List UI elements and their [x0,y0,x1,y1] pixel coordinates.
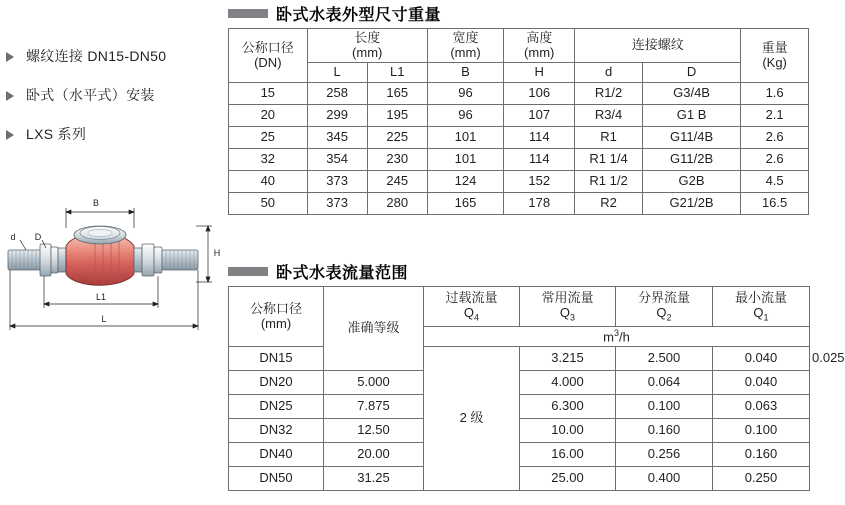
cell-q2: 0.040 [713,347,810,371]
table-row [229,193,809,215]
th-q1 [713,287,810,327]
th-sub-L: L [307,63,367,83]
cell-D: G11/4B [642,127,740,149]
cell-H: 107 [504,105,575,127]
cell-B: 101 [427,127,503,149]
cell-L1: 245 [367,171,427,193]
cell-q1: 0.063 [713,395,810,419]
th-q3-label: 常用流量 [541,289,594,305]
table-row [229,105,809,127]
cell-q3: 25.00 [520,467,616,491]
cell-q4: 31.25 [324,467,424,491]
dim-label-L: L [101,314,107,324]
cell-dn: 50 [229,193,308,215]
list-item [6,48,226,65]
table-subheader-row [229,63,809,83]
cell-q1: 0.040 [713,371,810,395]
th-q1-label: 最小流量 [734,289,787,305]
cell-kg: 2.6 [741,149,809,171]
cell-d: R1 1/2 [575,171,643,193]
triangle-bullet-icon [6,91,14,101]
triangle-bullet-icon [6,130,14,140]
cell-L1: 165 [367,83,427,105]
cell-q2: 0.160 [616,419,713,443]
section-2-header [228,258,408,284]
bullet-label: 螺纹连接 DN15-DN50 [26,48,167,64]
feature-bullet-list [6,48,226,164]
th-thread-label: 连接螺纹 [631,37,684,53]
cell-q4: 5.000 [324,371,424,395]
cell-B: 96 [427,83,503,105]
table-header-row [229,287,810,327]
cell-H: 152 [504,171,575,193]
table-row: DN15 2 级 3.215 2.500 0.040 0.025 [229,347,810,371]
cell-L: 354 [307,149,367,171]
th-accuracy-label: 准确等级 [347,320,400,336]
cell-q4: 7.875 [324,395,424,419]
table-row [229,127,809,149]
th-height-label: 高度 [526,29,553,45]
cell-B: 165 [427,193,503,215]
cell-B: 124 [427,171,503,193]
table-row [229,395,810,419]
th-q1-symbol: $Q_1$ [753,304,769,323]
cell-D: G2B [642,171,740,193]
cell-q2: 0.256 [616,443,713,467]
cell-q1: 0.100 [713,419,810,443]
th-weight-unit: (Kg) [762,54,787,70]
cell-q1: 0.160 [713,443,810,467]
cell-dn: 20 [229,105,308,127]
dim-label-H: H [213,248,221,258]
th-nominal [229,287,324,347]
cell-q3: 4.000 [520,371,616,395]
cell-L1: 280 [367,193,427,215]
triangle-bullet-icon [6,52,14,62]
th-sub-H: H [504,63,575,83]
th-q2-symbol: $Q_2$ [656,304,672,323]
th-nominal-unit: (DN) [254,54,282,70]
th-q3-symbol: $Q_3$ [559,304,576,323]
th-width [427,29,503,63]
section-1-header [228,0,811,26]
table-header-row [229,29,809,63]
cell-q4: 20.00 [324,443,424,467]
th-sub-B: B [427,63,503,83]
cell-d: R2 [575,193,643,215]
th-nominal-unit: (mm) [260,315,292,331]
table-row [229,149,809,171]
cell-q3: 16.00 [520,443,616,467]
cell-kg: 4.5 [741,171,809,193]
th-nominal-label: 公称口径 [249,300,302,316]
cell-dn: 25 [229,127,308,149]
dim-label-D: D [34,232,42,242]
table-row [229,171,809,193]
section-bar-icon [228,267,268,276]
cell-q1: 0.250 [713,467,810,491]
cell-kg: 16.5 [741,193,809,215]
cell-D: G11/2B [642,149,740,171]
cell-L: 373 [307,171,367,193]
th-q4-symbol: $Q_4$ [463,304,480,323]
cell-accuracy: 2 级 [424,347,520,491]
cell-dn: DN25 [229,395,324,419]
cell-dn: DN32 [229,419,324,443]
dim-label-d: d [10,232,16,242]
dimension-weight-table [228,28,809,215]
right-column [228,0,845,505]
cell-kg: 2.6 [741,127,809,149]
section-2-title: 卧式水表流量范围 [276,264,409,282]
th-height-unit: (mm) [524,44,555,60]
th-nominal-label: 公称口径 [241,39,294,55]
cell-dn: DN50 [229,467,324,491]
cell-B: 101 [427,149,503,171]
section-1-title: 卧式水表外型尺寸重量 [276,6,442,24]
cell-kg: 2.1 [741,105,809,127]
cell-H: 106 [504,83,575,105]
th-q2-label: 分界流量 [637,289,690,305]
cell-q2: 0.064 [616,371,713,395]
cell-q3: 6.300 [520,395,616,419]
cell-dn: 15 [229,83,308,105]
cell-L1: 230 [367,149,427,171]
cell-dn: DN40 [229,443,324,467]
table-row [229,443,810,467]
th-q3 [520,287,616,327]
left-column [0,0,228,505]
cell-dn: 32 [229,149,308,171]
cell-D: G1 B [642,105,740,127]
cell-q4: 3.215 [520,347,616,371]
th-sub-L1: L1 [367,63,427,83]
cell-L: 373 [307,193,367,215]
cell-q3: 10.00 [520,419,616,443]
dim-label-B: B [92,198,100,208]
th-q4 [424,287,520,327]
cell-dn: DN20 [229,371,324,395]
th-unit: $m^3/h$ [424,327,810,347]
water-meter-drawing [0,178,228,358]
th-sub-D: D [642,63,740,83]
table-row [229,467,810,491]
cell-dn: 40 [229,171,308,193]
cell-L1: 195 [367,105,427,127]
cell-kg: 1.6 [741,83,809,105]
cell-d: R1/2 [575,83,643,105]
cell-L1: 225 [367,127,427,149]
th-weight [741,29,809,83]
table-row [229,419,810,443]
cell-H: 178 [504,193,575,215]
bullet-label: 卧式（水平式）安装 [26,86,155,103]
table-row [229,371,810,395]
cell-H: 114 [504,127,575,149]
dim-label-L1: L1 [95,292,107,302]
th-q4-label: 过载流量 [445,289,498,305]
cell-d: R1 [575,127,643,149]
th-width-unit: (mm) [450,44,481,60]
flow-range-table [228,286,845,491]
th-q2 [616,287,713,327]
cell-q2: 0.400 [616,467,713,491]
cell-d: R1 1/4 [575,149,643,171]
cell-L: 299 [307,105,367,127]
cell-dn: DN15 [229,347,324,371]
cell-L: 258 [307,83,367,105]
th-nominal [229,29,308,83]
th-length [307,29,427,63]
th-length-label: 长度 [354,29,381,45]
th-weight-label: 重量 [761,39,788,55]
cell-q3: 2.500 [616,347,713,371]
cell-H: 114 [504,149,575,171]
list-item [6,126,226,143]
th-length-unit: (mm) [352,44,383,60]
cell-d: R3/4 [575,105,643,127]
table-row [229,83,809,105]
section-bar-icon [228,9,268,18]
list-item [6,87,226,104]
cell-B: 96 [427,105,503,127]
th-thread [575,29,741,63]
th-width-label: 宽度 [452,29,479,45]
th-height [504,29,575,63]
cell-q2: 0.100 [616,395,713,419]
cell-D: G3/4B [642,83,740,105]
cell-L: 345 [307,127,367,149]
cell-D: G21/2B [642,193,740,215]
th-accuracy [324,287,424,371]
cell-q4: 12.50 [324,419,424,443]
bullet-label: LXS 系列 [26,125,87,142]
th-sub-d: d [575,63,643,83]
